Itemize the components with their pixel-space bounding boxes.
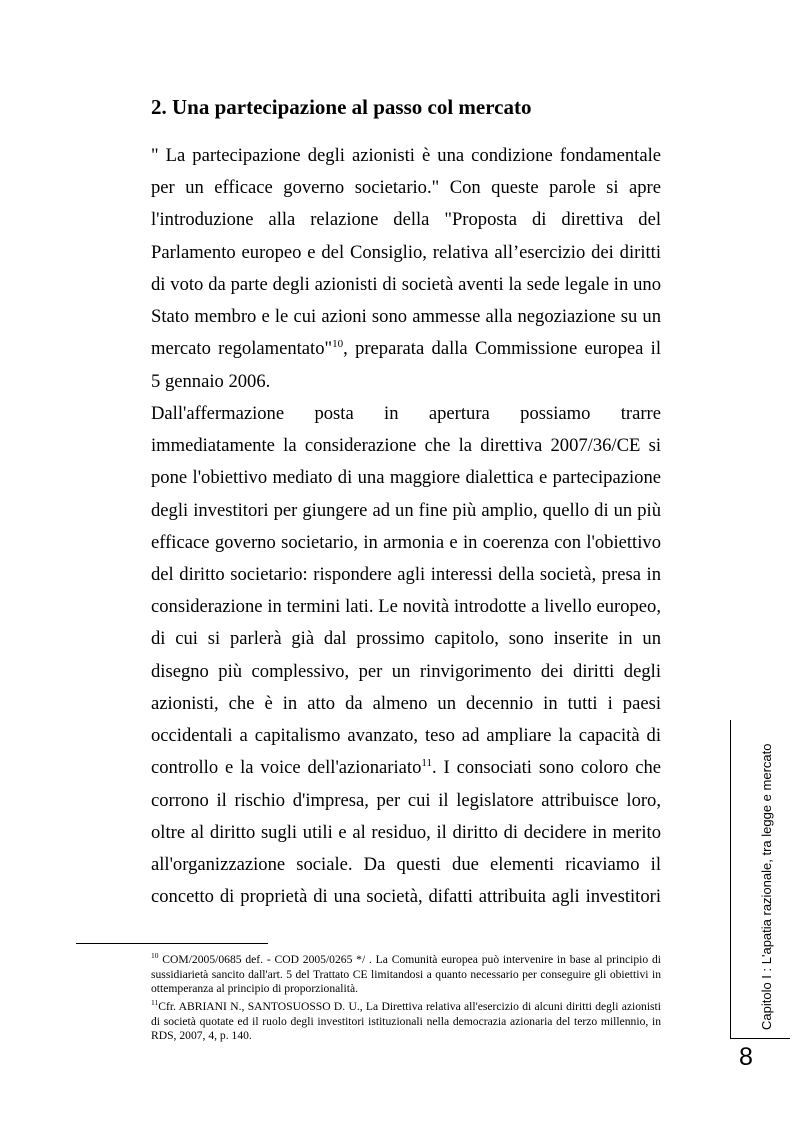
footnote [151,1000,661,1044]
body-line: Dall'affermazione posta in apertura possiamo trarre [151,403,661,424]
footnote-ref: 11 [421,756,432,769]
body-line: 5 gennaio 2006. [151,371,271,392]
body-line: corrono il rischio d'impresa, per cui il legislatore attribuisce loro, [151,790,661,811]
body-line [151,333,661,365]
body-line: degli investitori per giungere ad un fine più amplio, quello di un più [151,500,661,521]
section-heading: 2. Una partecipazione al passo col mercato [151,95,532,119]
margin-rule-vertical [730,720,731,1038]
running-head: Capitolo I : L'apatia razionale, tra legge e mercato [759,743,774,1030]
body-line: " La partecipazione degli azionisti è una condizione fondamentale [151,145,661,166]
body-line: per un efficace governo societario." Con queste parole si apre [151,177,661,198]
body-text-span: mercato regolamentato" [151,338,333,359]
body-line [151,752,661,784]
body-line: considerazione in termini lati. Le novità introdotte a livello europeo, [151,596,661,617]
body-line: Parlamento europeo e del Consiglio, relativa all’esercizio dei diritti [151,242,661,263]
body-line: concetto di proprietà di una società, difatti attribuita agli investitori [151,886,661,907]
body-line: l'introduzione alla relazione della "Proposta di direttiva del [151,209,661,230]
page-number: 8 [739,1043,753,1071]
body-line: disegno più complessivo, per un rinvigorimento dei diritti degli [151,661,661,682]
body-line: Stato membro e le cui azioni sono ammesse alla negoziazione su un [151,306,661,327]
footnote-text: COM/2005/0685 def. - COD 2005/0265 */ . La Comunità europea può intervenire in base al principio di sussidiarietà sancito dall'art. 5 del Trattato CE limitandosi a quanto necessario per conseguire gli obiettivi in ottemperanza al principio di proporzionalità. [151,953,661,995]
footnote-ref: 10 [332,337,344,350]
body-line: pone l'obiettivo mediato di una maggiore dialettica e partecipazione [151,467,661,488]
body-line: occidentali a capitalismo avanzato, teso ad ampliare la capacità di [151,725,661,746]
footnote-separator [76,943,268,944]
body-text-span: controllo e la voice dell'azionariato [151,757,422,778]
footnote-text: Cfr. ABRIANI N., SANTOSUOSSO D. U., La Direttiva relativa all'esercizio di alcuni diritti degli azionisti di società quotate ed il ruolo degli investitori istituzionali nella democrazia azionaria del terzo millennio, in RDS, 2007, 4, p. 140. [151,1000,661,1042]
body-line: di cui si parlerà già dal prossimo capitolo, sono inserite in un [151,628,661,649]
footnote-number: 11 [151,998,159,1008]
body-line: all'organizzazione sociale. Da questi due elementi ricaviamo il [151,854,661,875]
body-line: di voto da parte degli azionisti di società aventi la sede legale in uno [151,274,661,295]
footnote [151,953,661,997]
body-line: oltre al diritto sugli utili e al residuo, il diritto di decidere in merito [151,822,661,843]
body-line: efficace governo societario, in armonia e in coerenza con l'obiettivo [151,532,661,553]
body-line: del diritto societario: rispondere agli interessi della società, presa in [151,564,661,585]
margin-rule-horizontal [730,1038,790,1039]
body-text-span: . I consociati sono coloro che [431,757,661,778]
footnote-number: 10 [151,951,159,961]
body-text-span: , preparata dalla Commissione europea il [343,338,661,359]
body-line: azionisti, che è in atto da almeno un decennio in tutti i paesi [151,693,661,714]
body-line: immediatamente la considerazione che la direttiva 2007/36/CE si [151,435,661,456]
